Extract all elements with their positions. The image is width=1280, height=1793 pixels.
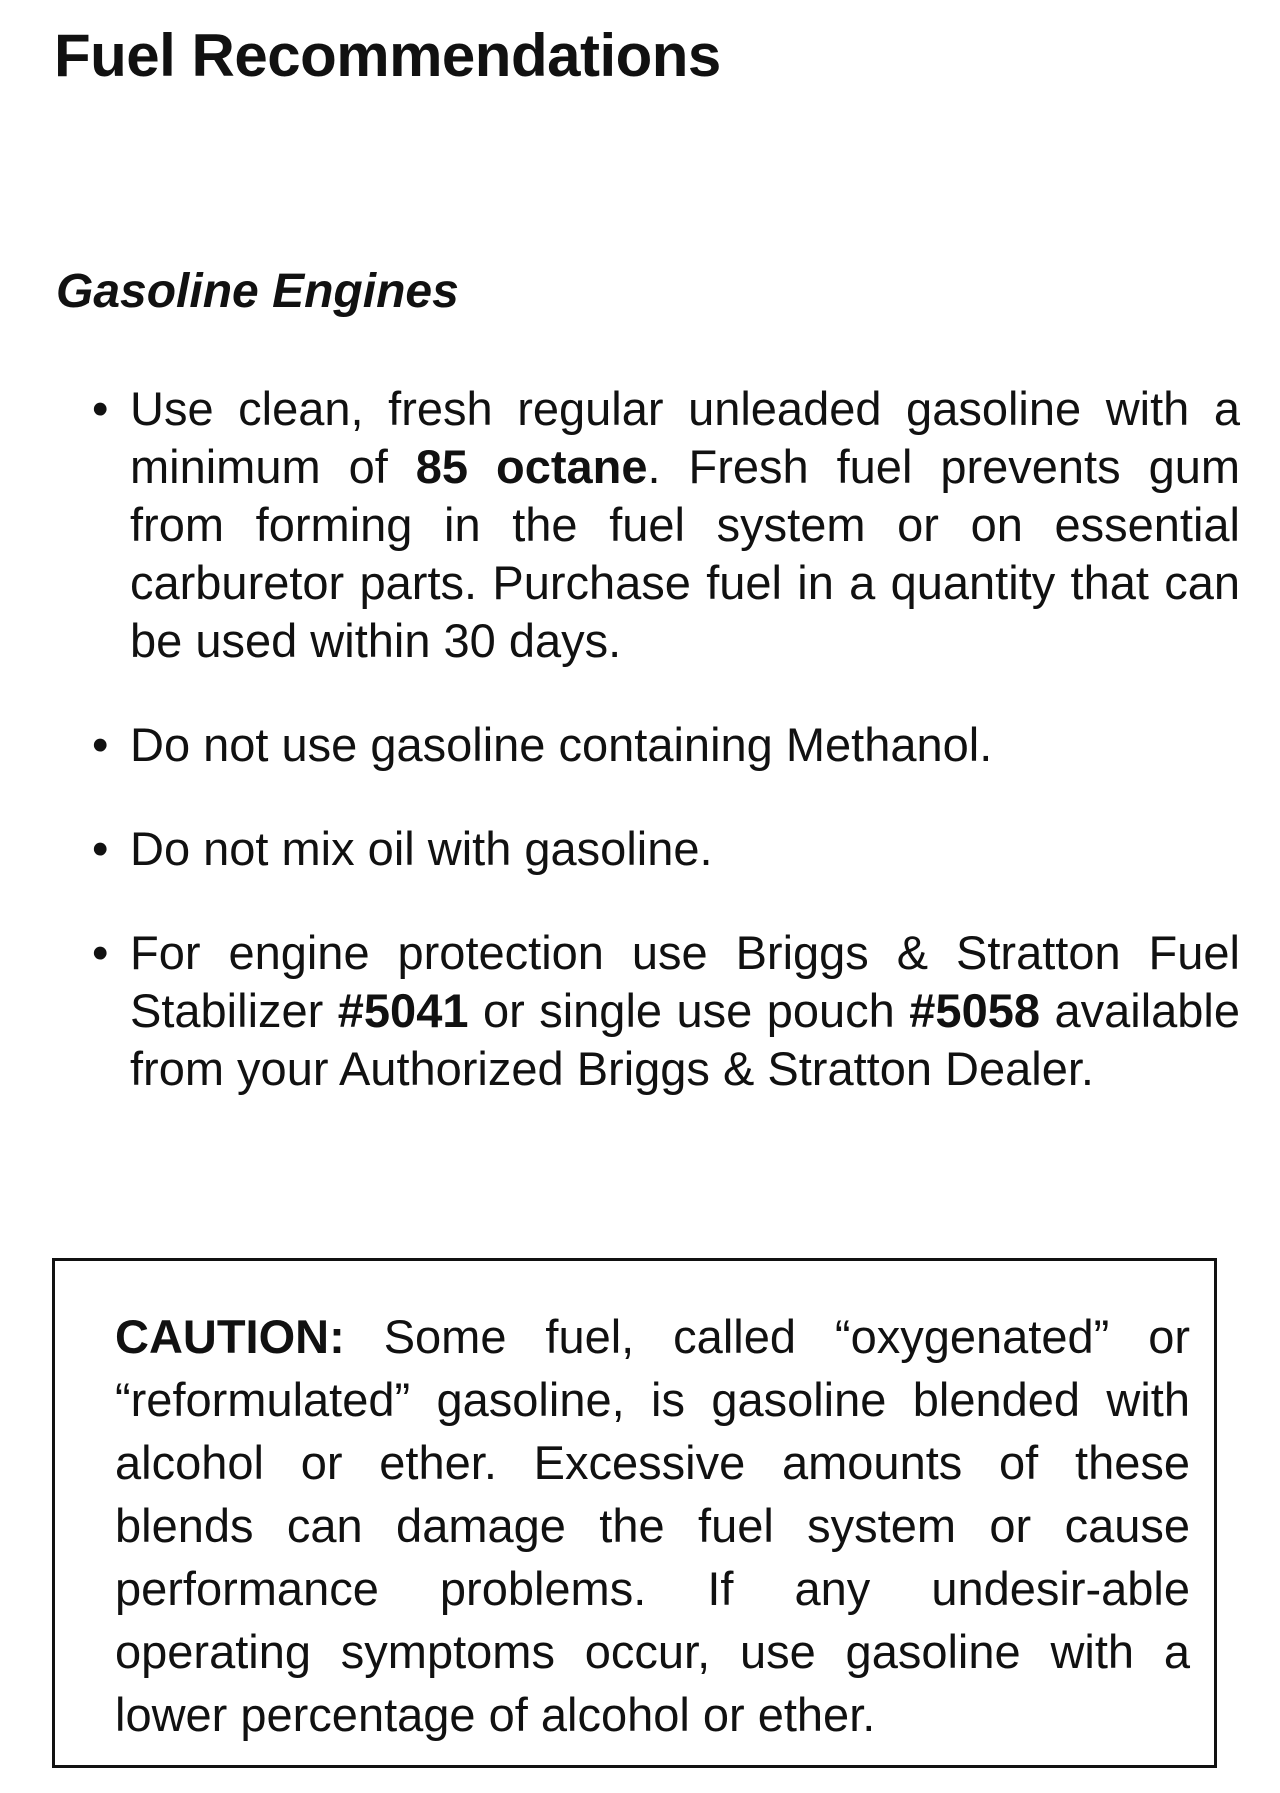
part-number-5041: #5041 [337, 984, 469, 1037]
list-item-no-oil [90, 820, 1240, 878]
bullet-text: or single use pouch [468, 984, 910, 1037]
caution-text [115, 1305, 1190, 1746]
caution-body: Some fuel, called “oxygenated” or “reformulated” gasoline, is gasoline blended with alcohol or ether. Excessive amounts of these blends can damage the fuel system or cause performance problems. If any undesir-able operating symptoms occur, use gasoline with a lower percentage of alcohol or ether. [115, 1310, 1190, 1741]
list-item-stabilizer [90, 924, 1240, 1098]
bullet-icon: • [92, 382, 109, 435]
bullet-icon: • [92, 926, 109, 979]
recommendation-list [90, 380, 1240, 1144]
bullet-icon: • [92, 822, 109, 875]
list-item-methanol [90, 716, 1240, 774]
bullet-text: Do not use gasoline containing Methanol. [130, 718, 993, 771]
caution-label: CAUTION: [115, 1310, 345, 1363]
bullet-text: available from your Authorized Briggs & Stratton Dealer. [130, 984, 1240, 1095]
part-number-5058: #5058 [909, 984, 1040, 1037]
bullet-text: Do not mix oil with gasoline. [130, 822, 713, 875]
bullet-text: For engine protection use Briggs & Stratton Fuel Stabilizer [130, 926, 1240, 1037]
caution-box [52, 1258, 1217, 1768]
list-item-octane [90, 380, 1240, 670]
bullet-text: . Fresh fuel prevents gum from forming in the fuel system or on essential carburetor parts. Purchase fuel in a quantity that can be used within 30 days. [130, 440, 1241, 667]
octane-emphasis: 85 octane [415, 440, 648, 493]
section-heading: Gasoline Engines [56, 265, 459, 318]
bullet-text: Use clean, fresh regular unleaded gasoline with a minimum of [130, 382, 1240, 493]
bullet-icon: • [92, 718, 109, 771]
page-title: Fuel Recommendations [54, 22, 721, 89]
